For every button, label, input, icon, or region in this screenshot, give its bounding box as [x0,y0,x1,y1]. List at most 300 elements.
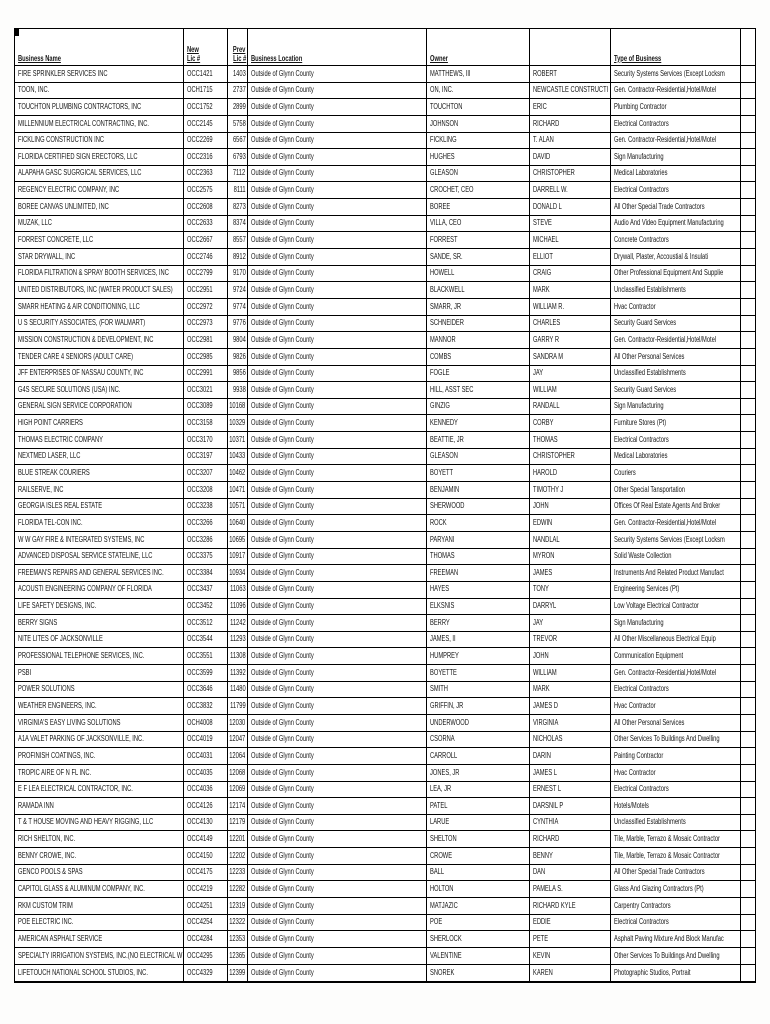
cell-owner-first: CORBY [530,415,612,431]
cell-prev-lic: 12202 [228,848,248,864]
cell-business-location: Outside of Glynn County [248,815,427,831]
cell-owner-first: DARSNIL P [530,798,612,814]
cell-owner-first: JOHN [530,499,612,515]
cell-prev-lic: 12365 [228,948,248,964]
cell-new-lic: OCC3089 [184,399,229,415]
cell-spacer [741,865,755,881]
cell-owner-first: NICHOLAS [530,732,612,748]
table-row [15,83,755,100]
table-row [15,166,755,183]
cell-new-lic: OCC4130 [184,815,229,831]
cell-business-name: E F LEA ELECTRICAL CONTRACTOR, INC. [15,782,184,798]
cell-owner-first: RICHARD [530,831,612,847]
header-owner-first [530,29,612,65]
cell-prev-lic: 10371 [228,432,248,448]
table-row [15,282,755,299]
cell-type-of-business: Electrical Contractors [611,116,741,132]
cell-owner-first: THOMAS [530,432,612,448]
cell-new-lic: OCC3832 [184,698,229,714]
cell-type-of-business: Other Services To Buildings And Dwelling [611,732,741,748]
cell-business-name: RAILSERVE, INC [15,482,184,498]
cell-type-of-business: All Other Special Trade Contractors [611,199,741,215]
cell-new-lic: OCC4035 [184,765,229,781]
cell-owner-last: POE [427,915,530,931]
cell-prev-lic: 12319 [228,898,248,914]
cell-prev-lic: 11392 [228,665,248,681]
table-row [15,582,755,599]
cell-business-location: Outside of Glynn County [248,432,427,448]
cell-owner-first: EDDIE [530,915,612,931]
cell-owner-last: JAMES, II [427,632,530,648]
cell-new-lic: OCC4251 [184,898,229,914]
cell-prev-lic: 11308 [228,648,248,664]
cell-business-location: Outside of Glynn County [248,782,427,798]
table-row [15,66,755,83]
cell-owner-last: FOGLE [427,366,530,382]
cell-type-of-business: Communication Equipment [611,648,741,664]
table-row [15,199,755,216]
cell-business-location: Outside of Glynn County [248,648,427,664]
cell-business-name: GEORGIA ISLES REAL ESTATE [15,499,184,515]
table-row [15,499,755,516]
cell-new-lic: OCC2316 [184,149,229,165]
table-row [15,532,755,549]
cell-business-name: PSBI [15,665,184,681]
cell-owner-first: ERNEST L [530,782,612,798]
cell-owner-first: HAROLD [530,465,612,481]
cell-business-name: ACOUSTI ENGINEERING COMPANY OF FLORIDA [15,582,184,598]
cell-prev-lic: 12201 [228,831,248,847]
cell-new-lic: OCC3384 [184,565,229,581]
cell-business-name: TROPIC AIRE OF N FL INC. [15,765,184,781]
cell-type-of-business: Instruments And Related Product Manufact [611,565,741,581]
cell-new-lic: OCC3544 [184,632,229,648]
table-row [15,515,755,532]
cell-new-lic: OCC2951 [184,282,229,298]
cell-prev-lic: 12233 [228,865,248,881]
cell-business-location: Outside of Glynn County [248,948,427,964]
cell-business-location: Outside of Glynn County [248,449,427,465]
cell-type-of-business: Couriers [611,465,741,481]
cell-spacer [741,332,755,348]
cell-type-of-business: Unclassified Establishments [611,282,741,298]
cell-prev-lic: 5758 [228,116,248,132]
cell-type-of-business: Sign Manufacturing [611,149,741,165]
cell-owner-last: BALL [427,865,530,881]
business-license-table [14,28,756,983]
cell-business-location: Outside of Glynn County [248,482,427,498]
cell-owner-last: SHELTON [427,831,530,847]
cell-spacer [741,349,755,365]
cell-new-lic: OCC3207 [184,465,229,481]
cell-type-of-business: Gen. Contractor-Residential,Hotel/Motel [611,665,741,681]
cell-prev-lic: 12282 [228,881,248,897]
table-row [15,332,755,349]
cell-type-of-business: Offices Of Real Estate Agents And Broker [611,499,741,515]
cell-business-location: Outside of Glynn County [248,399,427,415]
table-row [15,482,755,499]
cell-new-lic: OCC3437 [184,582,229,598]
cell-prev-lic: 12064 [228,748,248,764]
cell-prev-lic: 8111 [228,182,248,198]
cell-prev-lic: 12068 [228,765,248,781]
cell-business-location: Outside of Glynn County [248,599,427,615]
cell-new-lic: OCC4126 [184,798,229,814]
cell-business-name: FLORIDA TEL-CON INC. [15,515,184,531]
cell-spacer [741,798,755,814]
cell-new-lic: OCC4254 [184,915,229,931]
cell-business-name: POE ELECTRIC INC. [15,915,184,931]
cell-business-name: NITE LITES OF JACKSONVILLE [15,632,184,648]
table-row [15,565,755,582]
cell-owner-first: CRAIG [530,266,612,282]
cell-business-location: Outside of Glynn County [248,133,427,149]
cell-type-of-business: Engineering Services (Pt) [611,582,741,598]
cell-spacer [741,682,755,698]
cell-type-of-business: Security Guard Services [611,316,741,332]
cell-business-location: Outside of Glynn County [248,465,427,481]
cell-business-location: Outside of Glynn County [248,549,427,565]
cell-prev-lic: 12322 [228,915,248,931]
cell-business-name: ADVANCED DISPOSAL SERVICE STATELINE, LLC [15,549,184,565]
cell-new-lic: OCC4149 [184,831,229,847]
table-row [15,682,755,699]
cell-prev-lic: 11063 [228,582,248,598]
cell-business-name: AMERICAN ASPHALT SERVICE [15,931,184,947]
cell-type-of-business: Plumbing Contractor [611,99,741,115]
table-row [15,415,755,432]
cell-new-lic: OCC4150 [184,848,229,864]
cell-owner-last: BOYETT [427,465,530,481]
cell-type-of-business: Electrical Contractors [611,432,741,448]
cell-business-location: Outside of Glynn County [248,515,427,531]
cell-prev-lic: 2737 [228,83,248,99]
table-row [15,316,755,333]
cell-business-name: W W GAY FIRE & INTEGRATED SYSTEMS, INC [15,532,184,548]
cell-spacer [741,665,755,681]
cell-business-location: Outside of Glynn County [248,881,427,897]
cell-business-location: Outside of Glynn County [248,798,427,814]
cell-business-name: THOMAS ELECTRIC COMPANY [15,432,184,448]
cell-owner-last: HOWELL [427,266,530,282]
header-new-lic-line1: New [186,45,199,55]
cell-new-lic: OCC2985 [184,349,229,365]
cell-type-of-business: Solid Waste Collection [611,549,741,565]
cell-prev-lic: 10433 [228,449,248,465]
cell-business-name: G4S SECURE SOLUTIONS (USA) INC. [15,382,184,398]
cell-type-of-business: Medical Laboratories [611,449,741,465]
cell-business-name: ALAPAHA GASC SUGRGICAL SERVICES, LLC [15,166,184,182]
cell-business-name: GENCO POOLS & SPAS [15,865,184,881]
cell-spacer [741,449,755,465]
table-header-row [15,29,755,66]
cell-business-location: Outside of Glynn County [248,532,427,548]
cell-spacer [741,399,755,415]
cell-owner-last: PARYANI [427,532,530,548]
cell-spacer [741,615,755,631]
cell-spacer [741,149,755,165]
header-new-lic [184,29,229,65]
cell-business-name: STAR DRYWALL, INC [15,249,184,265]
cell-spacer [741,715,755,731]
table-row [15,931,755,948]
cell-business-location: Outside of Glynn County [248,282,427,298]
cell-owner-first: PETE [530,931,612,947]
cell-owner-first: DARRYL [530,599,612,615]
cell-business-location: Outside of Glynn County [248,99,427,115]
cell-spacer [741,565,755,581]
cell-spacer [741,382,755,398]
header-owner [427,29,530,65]
cell-owner-last: BENJAMIN [427,482,530,498]
cell-owner-first: BENNY [530,848,612,864]
cell-type-of-business: Carpentry Contractors [611,898,741,914]
cell-prev-lic: 12069 [228,782,248,798]
table-row [15,798,755,815]
cell-business-name: FLORIDA FILTRATION & SPRAY BOOTH SERVICES, INC [15,266,184,282]
cell-type-of-business: Hotels/Motels [611,798,741,814]
cell-owner-first: JAY [530,615,612,631]
cell-owner-first: DONALD L [530,199,612,215]
table-row [15,232,755,249]
cell-spacer [741,732,755,748]
cell-type-of-business: Hvac Contractor [611,299,741,315]
table-row [15,782,755,799]
cell-business-name: BOREE CANVAS UNLIMITED, INC [15,199,184,215]
cell-business-name: HIGH POINT CARRIERS [15,415,184,431]
cell-new-lic: OCC4219 [184,881,229,897]
cell-type-of-business: Tile, Marble, Terrazo & Mosaic Contractor [611,831,741,847]
cell-spacer [741,582,755,598]
cell-business-location: Outside of Glynn County [248,715,427,731]
cell-spacer [741,948,755,964]
cell-owner-first: PAMELA S. [530,881,612,897]
cell-business-name: SMARR HEATING & AIR CONDITIONING, LLC [15,299,184,315]
cell-spacer [741,182,755,198]
cell-spacer [741,199,755,215]
cell-new-lic: OCC1752 [184,99,229,115]
cell-new-lic: OCC2363 [184,166,229,182]
cell-new-lic: OCC3551 [184,648,229,664]
cell-spacer [741,848,755,864]
cell-prev-lic: 11293 [228,632,248,648]
cell-spacer [741,282,755,298]
cell-type-of-business: Asphalt Paving Mixture And Block Manufac [611,931,741,947]
cell-spacer [741,499,755,515]
cell-owner-first: WILLIAM [530,665,612,681]
cell-spacer [741,66,755,82]
header-prev-lic-line2: Lic # [233,53,247,63]
cell-type-of-business: All Other Miscellaneous Electrical Equip [611,632,741,648]
cell-type-of-business: Security Systems Services (Except Locksm [611,66,741,82]
cell-owner-first: TIMOTHY J [530,482,612,498]
cell-owner-last: HUGHES [427,149,530,165]
table-row [15,182,755,199]
cell-business-name: MISSION CONSTRUCTION & DEVELOPMENT, INC [15,332,184,348]
cell-spacer [741,232,755,248]
cell-new-lic: OCC3158 [184,415,229,431]
cell-owner-last: HOLTON [427,881,530,897]
cell-type-of-business: Security Systems Services (Except Locksm [611,532,741,548]
cell-new-lic: OCC3238 [184,499,229,515]
cell-owner-first: JAMES L [530,765,612,781]
table-row [15,765,755,782]
cell-owner-last: VALENTINE [427,948,530,964]
cell-business-name: PROFESSIONAL TELEPHONE SERVICES, INC. [15,648,184,664]
cell-owner-first: CYNTHIA [530,815,612,831]
cell-business-location: Outside of Glynn County [248,831,427,847]
table-row [15,432,755,449]
cell-business-location: Outside of Glynn County [248,415,427,431]
cell-type-of-business: Gen. Contractor-Residential,Hotel/Motel [611,332,741,348]
cell-spacer [741,815,755,831]
cell-owner-first: CHRISTOPHER [530,449,612,465]
cell-prev-lic: 9938 [228,382,248,398]
cell-owner-first: GARRY R [530,332,612,348]
cell-new-lic: OCC2633 [184,216,229,232]
cell-owner-first: DAN [530,865,612,881]
cell-owner-last: HUMPREY [427,648,530,664]
cell-business-name: LIFE SAFETY DESIGNS, INC. [15,599,184,615]
cell-owner-first: DAVID [530,149,612,165]
cell-business-location: Outside of Glynn County [248,632,427,648]
cell-type-of-business: Painting Contractor [611,748,741,764]
table-row [15,366,755,383]
cell-business-location: Outside of Glynn County [248,965,427,982]
cell-type-of-business: Concrete Contractors [611,232,741,248]
cell-business-name: FREEMAN'S REPAIRS AND GENERAL SERVICES INC. [15,565,184,581]
cell-owner-first: DARRELL W. [530,182,612,198]
cell-prev-lic: 8374 [228,216,248,232]
cell-owner-last: BERRY [427,615,530,631]
cell-spacer [741,648,755,664]
cell-owner-first: JAY [530,366,612,382]
cell-new-lic: OCC4175 [184,865,229,881]
cell-business-name: WEATHER ENGINEERS, INC. [15,698,184,714]
cell-spacer [741,299,755,315]
cell-type-of-business: Electrical Contractors [611,182,741,198]
cell-owner-last: SMARR, JR [427,299,530,315]
cell-spacer [741,83,755,99]
header-business-name [15,29,184,65]
cell-owner-last: HILL, ASST SEC [427,382,530,398]
cell-spacer [741,915,755,931]
table-row [15,266,755,283]
cell-business-location: Outside of Glynn County [248,765,427,781]
table-row [15,965,755,982]
cell-owner-last: TOUCHTON [427,99,530,115]
cell-business-name: CAPITOL GLASS & ALUMINUM COMPANY, INC. [15,881,184,897]
cell-owner-last: FORREST [427,232,530,248]
cell-owner-first: KEVIN [530,948,612,964]
cell-type-of-business: Medical Laboratories [611,166,741,182]
cell-business-location: Outside of Glynn County [248,216,427,232]
cell-type-of-business: Gen. Contractor-Residential,Hotel/Motel [611,83,741,99]
cell-type-of-business: Other Professional Equipment And Supplie [611,266,741,282]
cell-owner-first: ELLIOT [530,249,612,265]
scan-artifact-mark [14,28,19,36]
cell-owner-first: CHARLES [530,316,612,332]
table-row [15,382,755,399]
cell-type-of-business: Sign Manufacturing [611,615,741,631]
cell-business-location: Outside of Glynn County [248,915,427,931]
cell-business-name: A1A VALET PARKING OF JACKSONVILLE, INC. [15,732,184,748]
cell-prev-lic: 9774 [228,299,248,315]
cell-spacer [741,432,755,448]
table-row [15,665,755,682]
cell-new-lic: OCC3452 [184,599,229,615]
cell-business-name: U S SECURITY ASSOCIATES, (FOR WALMART) [15,316,184,332]
table-row [15,848,755,865]
cell-prev-lic: 10640 [228,515,248,531]
header-spacer [741,29,755,65]
cell-new-lic: OCC3170 [184,432,229,448]
table-row [15,99,755,116]
cell-owner-first: MARK [530,282,612,298]
table-row [15,449,755,466]
cell-spacer [741,898,755,914]
cell-new-lic: OCC4031 [184,748,229,764]
table-row [15,615,755,632]
cell-business-name: TENDER CARE 4 SENIORS (ADULT CARE) [15,349,184,365]
cell-prev-lic: 10934 [228,565,248,581]
cell-business-location: Outside of Glynn County [248,199,427,215]
cell-owner-last: SANDE, SR. [427,249,530,265]
header-business-name-label: Business Name [18,53,61,63]
cell-spacer [741,366,755,382]
cell-type-of-business: Gen. Contractor-Residential,Hotel/Motel [611,133,741,149]
cell-prev-lic: 10695 [228,532,248,548]
cell-business-name: REGENCY ELECTRIC COMPANY, INC [15,182,184,198]
header-new-lic-line2: Lic # [186,53,200,63]
cell-owner-first: TONY [530,582,612,598]
cell-owner-last: CARROLL [427,748,530,764]
cell-prev-lic: 12399 [228,965,248,982]
cell-prev-lic: 12030 [228,715,248,731]
cell-owner-first: JAMES D [530,698,612,714]
cell-business-name: TOON, INC. [15,83,184,99]
cell-business-location: Outside of Glynn County [248,182,427,198]
cell-business-location: Outside of Glynn County [248,349,427,365]
table-row [15,915,755,932]
cell-spacer [741,881,755,897]
cell-owner-last: ELKSNIS [427,599,530,615]
cell-type-of-business: Drywall, Plaster, Accoustial & Insulati [611,249,741,265]
cell-new-lic: OCC2667 [184,232,229,248]
cell-new-lic: OCC3208 [184,482,229,498]
cell-prev-lic: 9804 [228,332,248,348]
cell-prev-lic: 10571 [228,499,248,515]
cell-owner-last: FREEMAN [427,565,530,581]
cell-prev-lic: 9724 [228,282,248,298]
cell-business-name: RICH SHELTON, INC. [15,831,184,847]
cell-business-location: Outside of Glynn County [248,615,427,631]
cell-new-lic: OCC2973 [184,316,229,332]
cell-owner-first: TREVOR [530,632,612,648]
cell-business-location: Outside of Glynn County [248,865,427,881]
cell-business-location: Outside of Glynn County [248,748,427,764]
cell-owner-last: VILLA, CEO [427,216,530,232]
cell-type-of-business: Audio And Video Equipment Manufacturing [611,216,741,232]
cell-prev-lic: 11480 [228,682,248,698]
cell-prev-lic: 10917 [228,549,248,565]
cell-type-of-business: Tile, Marble, Terrazo & Mosaic Contractor [611,848,741,864]
cell-owner-last: ROCK [427,515,530,531]
cell-spacer [741,698,755,714]
cell-new-lic: OCC2972 [184,299,229,315]
cell-new-lic: OCC4019 [184,732,229,748]
table-row [15,748,755,765]
